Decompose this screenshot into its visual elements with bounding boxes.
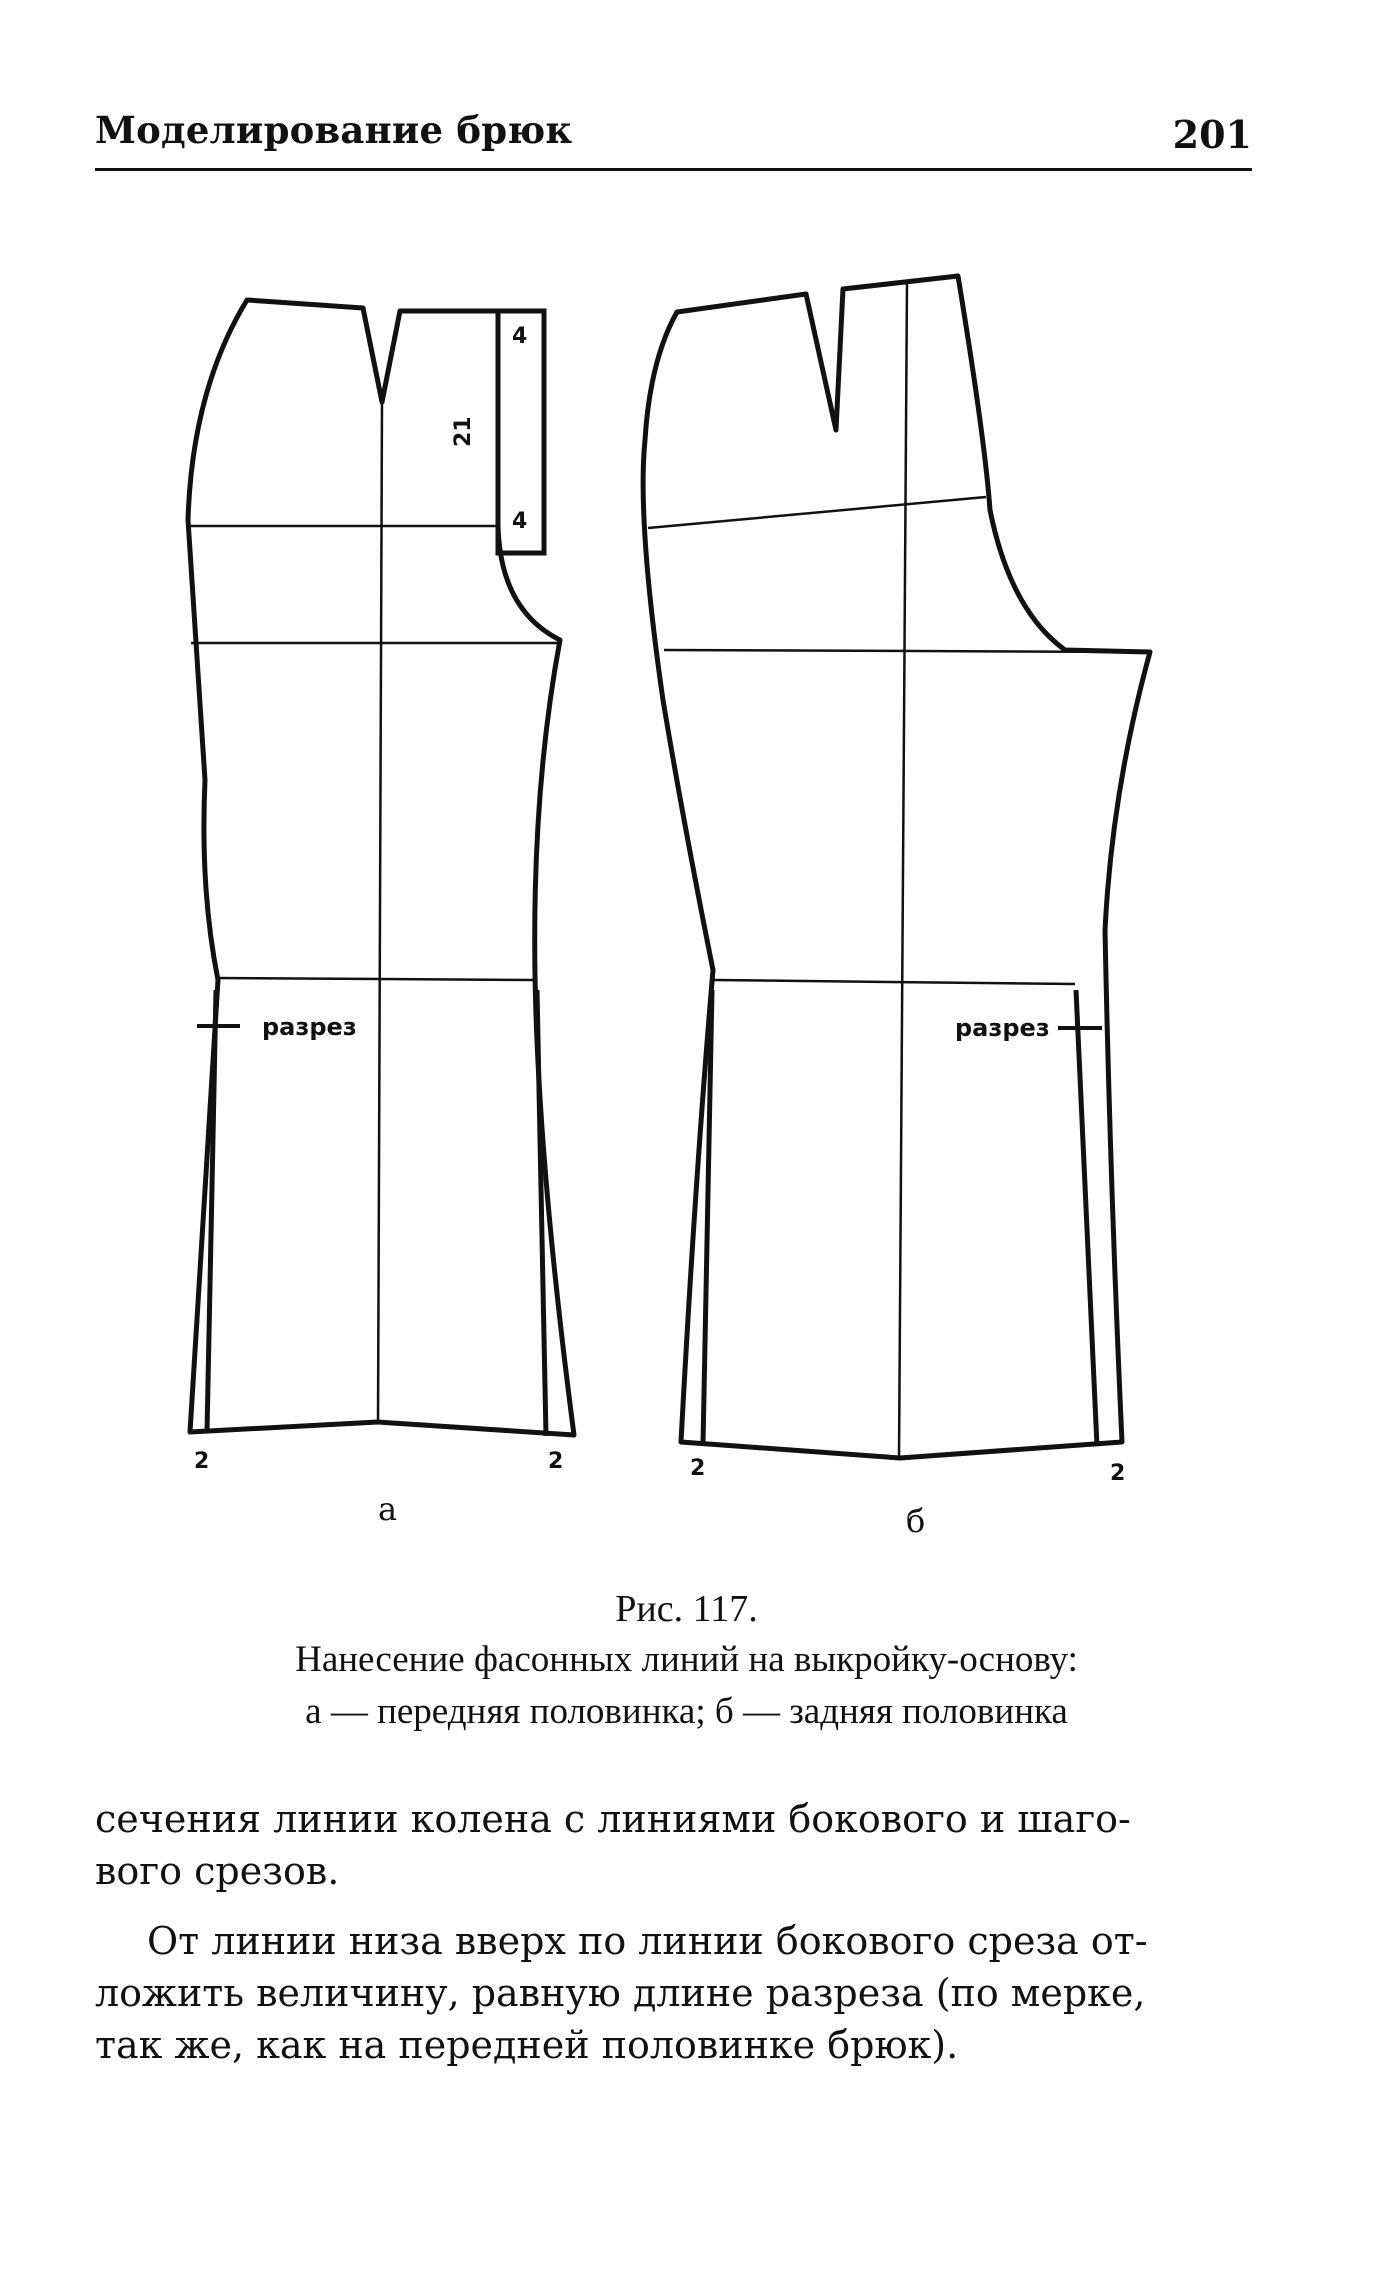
back-cut-label: разрез bbox=[955, 1014, 1050, 1042]
paragraph-1 bbox=[95, 1793, 1255, 1897]
page-number: 201 bbox=[1172, 112, 1252, 157]
figure-caption-line2: а — передняя половинка; б — задняя половинка bbox=[305, 1691, 1068, 1732]
back-hip-line bbox=[648, 497, 986, 528]
front-pattern-label: а bbox=[378, 1490, 398, 1528]
pattern-figure bbox=[0, 240, 1373, 1550]
dim-top-label: 4 bbox=[512, 324, 528, 349]
back-slit-right bbox=[1076, 990, 1097, 1446]
figure-number: Рис. 117. bbox=[615, 1588, 758, 1630]
paragraph-line: ложить величину, равную длине разреза (по мерке, bbox=[95, 1971, 1146, 2015]
front-hem-left-label: 2 bbox=[194, 1449, 210, 1474]
back-half-pattern bbox=[643, 276, 1150, 1458]
dim-bottom-label: 4 bbox=[512, 509, 528, 534]
front-hem-right-label: 2 bbox=[548, 1449, 564, 1474]
front-cut-label: разрез bbox=[262, 1013, 357, 1041]
front-crease-line bbox=[378, 402, 382, 1422]
front-half-pattern bbox=[188, 300, 574, 1436]
front-slit-right bbox=[537, 990, 546, 1436]
paragraph-line: вого срезов. bbox=[95, 1849, 340, 1893]
front-knee-line bbox=[217, 978, 535, 980]
chapter-title: Моделирование брюк bbox=[95, 108, 573, 152]
dim-side-label: 21 bbox=[451, 416, 476, 447]
back-knee-line bbox=[714, 980, 1075, 984]
paragraph-2 bbox=[95, 1915, 1255, 2071]
back-crease-line bbox=[899, 282, 907, 1458]
back-hem-left-label: 2 bbox=[690, 1456, 706, 1481]
paragraph-line: От линии низа вверх по линии бокового среза от- bbox=[147, 1919, 1148, 1963]
back-hem-right-label: 2 bbox=[1110, 1461, 1126, 1486]
back-outline bbox=[643, 276, 1150, 1458]
paragraph-line: сечения линии колена с линиями бокового и шаго- bbox=[95, 1797, 1131, 1841]
figure-caption-line1: Нанесение фасонных линий на выкройку-основу: bbox=[295, 1639, 1078, 1680]
paragraph-line: так же, как на передней половинке брюк). bbox=[95, 2023, 959, 2067]
running-header bbox=[95, 108, 1252, 171]
back-pattern-label: б bbox=[906, 1502, 926, 1540]
